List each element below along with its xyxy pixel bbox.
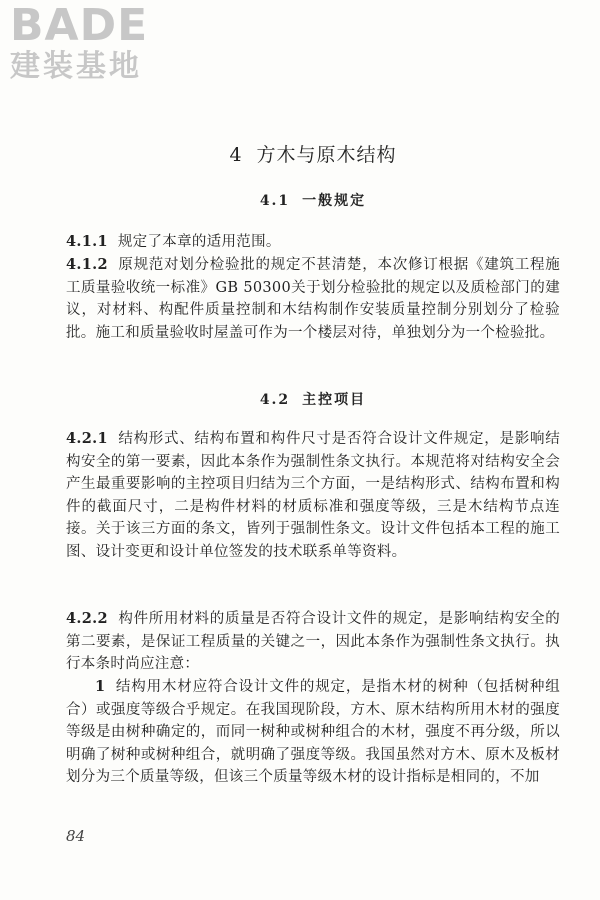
clause-paragraph <box>66 231 560 254</box>
clause-text: 规定了本章的适用范围。 <box>117 234 281 250</box>
item-number: 1 <box>95 678 106 695</box>
clause-number: 4.1.1 <box>66 233 108 250</box>
section-title: 一般规定 <box>302 193 367 209</box>
logo-chinese-text: 建装基地 <box>10 49 142 84</box>
chapter-heading <box>66 140 560 167</box>
section-number: 4.1 <box>259 193 291 209</box>
section-title: 主控项目 <box>302 392 367 408</box>
section-heading <box>66 190 560 210</box>
clause-text: 构件所用材料的质量是否符合设计文件的规定，是影响结构安全的第二要素，是保证工程质量的关键之一，因此本条作为强制性条文执行。执行本条时尚应注意： <box>66 611 560 673</box>
chapter-title: 方木与原木结构 <box>256 144 397 166</box>
clause-number: 4.1.2 <box>66 256 108 273</box>
clause-text: 结构形式、结构布置和构件尺寸是否符合设计文件规定，是影响结构安全的第一要素，因此本条作为强制性条文执行。本规范将对结构安全会产生最重要影响的主控项目归结为三个方面，一是结构形式、结构布置和构件的截面尺寸，二是构件材料的材质标准和强度等级，三是木结构节点连接。关于该三方面的条文，皆列于强制性条文。设计文件包括本工程的施工图、设计变更和设计单位签发的技术联系单等资料。 <box>66 431 560 560</box>
section-number: 4.2 <box>259 392 291 408</box>
item-text: 结构用木材应符合设计文件的规定，是指木材的树种（包括树种组合）或强度等级合乎规定。在我国现阶段，方木、原木结构所用木材的强度等级是由树种确定的，而同一树种或树种组合的木材，强度不再分级，所以明确了树种或树种组合，就明确了强度等级。我国虽然对方木、原木及板材划分为三个质量等级，但该三个质量等级木材的设计指标是相同的，不加 <box>66 679 560 786</box>
clause-paragraph <box>66 254 560 344</box>
chapter-number: 4 <box>229 144 243 166</box>
clause-text: 原规范对划分检验批的规定不甚清楚，本次修订根据《建筑工程施工质量验收统一标准》GB 50300关于划分检验批的规定以及质检部门的建议，对材料、构配件质量控制和木结构制作安装质量控制分别划分了检验批。施工和质量验收时屋盖可作为一个楼层对待，单独划分为一个检验批。 <box>66 257 560 341</box>
clause-paragraph <box>66 428 560 564</box>
list-item <box>66 676 560 789</box>
watermark-logo <box>10 0 180 84</box>
page-number: 84 <box>66 827 86 845</box>
clause-number: 4.2.2 <box>66 610 108 627</box>
section-heading <box>66 389 560 409</box>
logo-wordmark: BADE <box>10 0 149 51</box>
clause-number: 4.2.1 <box>66 430 108 447</box>
clause-paragraph <box>66 608 560 676</box>
